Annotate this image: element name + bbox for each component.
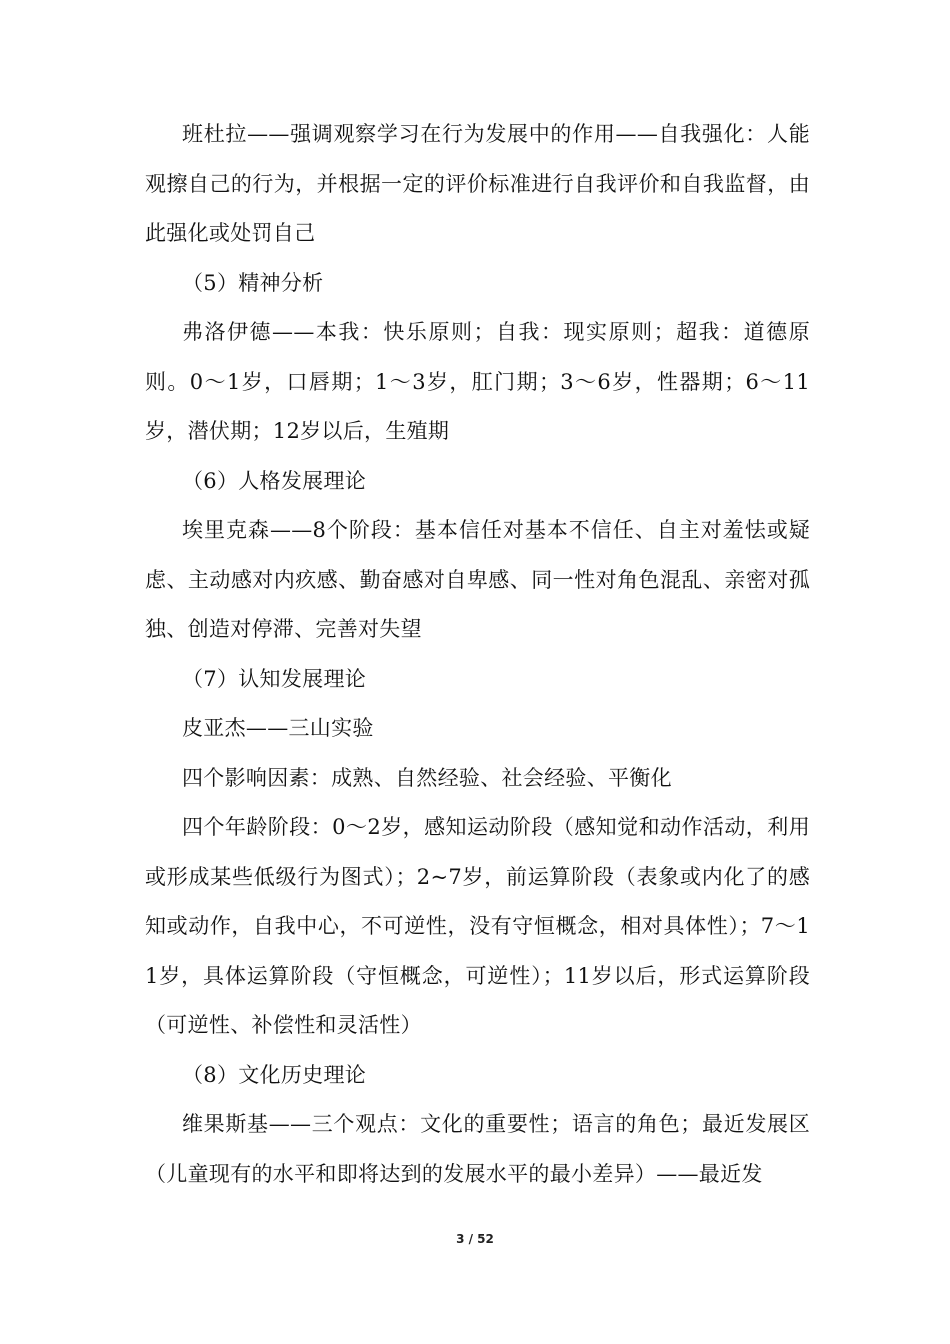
paragraph-bandura: 班杜拉——强调观察学习在行为发展中的作用——自我强化：人能观擦自己的行为，并根据一定的评价标准进行自我评价和自我监督，由此强化或处罚自己 — [145, 122, 810, 245]
paragraph-erikson: 埃里克森——8个阶段：基本信任对基本不信任、自主对羞怯或疑虑、主动感对内疚感、勤奋感对自卑感、同一性对角色混乱、亲密对孤独、创造对停滞、完善对失望 — [145, 518, 810, 641]
section-heading-cognitive: （7）认知发展理论 — [182, 666, 367, 691]
paragraph-freud: 弗洛伊德——本我：快乐原则；自我：现实原则；超我：道德原则。0～1岁，口唇期；1～3岁，肛门期；3～6岁，性器期；6～11岁，潜伏期；12岁以后，生殖期 — [145, 320, 810, 443]
paragraph-influence-factors: 四个影响因素：成熟、自然经验、社会经验、平衡化 — [182, 765, 672, 790]
section-heading-cultural-history: （8）文化历史理论 — [182, 1062, 367, 1087]
section-heading-psychoanalysis: （5）精神分析 — [182, 270, 324, 295]
document-body — [145, 110, 810, 1199]
section-heading-personality: （6）人格发展理论 — [182, 468, 367, 493]
paragraph-age-stages: 四个年龄阶段：0～2岁，感知运动阶段（感知觉和动作活动，利用或形成某些低级行为图式）；2~7岁，前运算阶段（表象或内化了的感知或动作，自我中心，不可逆性，没有守恒概念，相对具体性）；7～11岁，具体运算阶段（守恒概念，可逆性）；11岁以后，形式运算阶段（可逆性、补偿性和灵活性） — [145, 815, 810, 1037]
page-number: 3 / 52 — [456, 1232, 494, 1246]
paragraph-vygotsky: 维果斯基——三个观点：文化的重要性；语言的角色；最近发展区（儿童现有的水平和即将达到的发展水平的最小差异）——最近发 — [145, 1112, 810, 1186]
paragraph-piaget: 皮亚杰——三山实验 — [182, 716, 374, 740]
